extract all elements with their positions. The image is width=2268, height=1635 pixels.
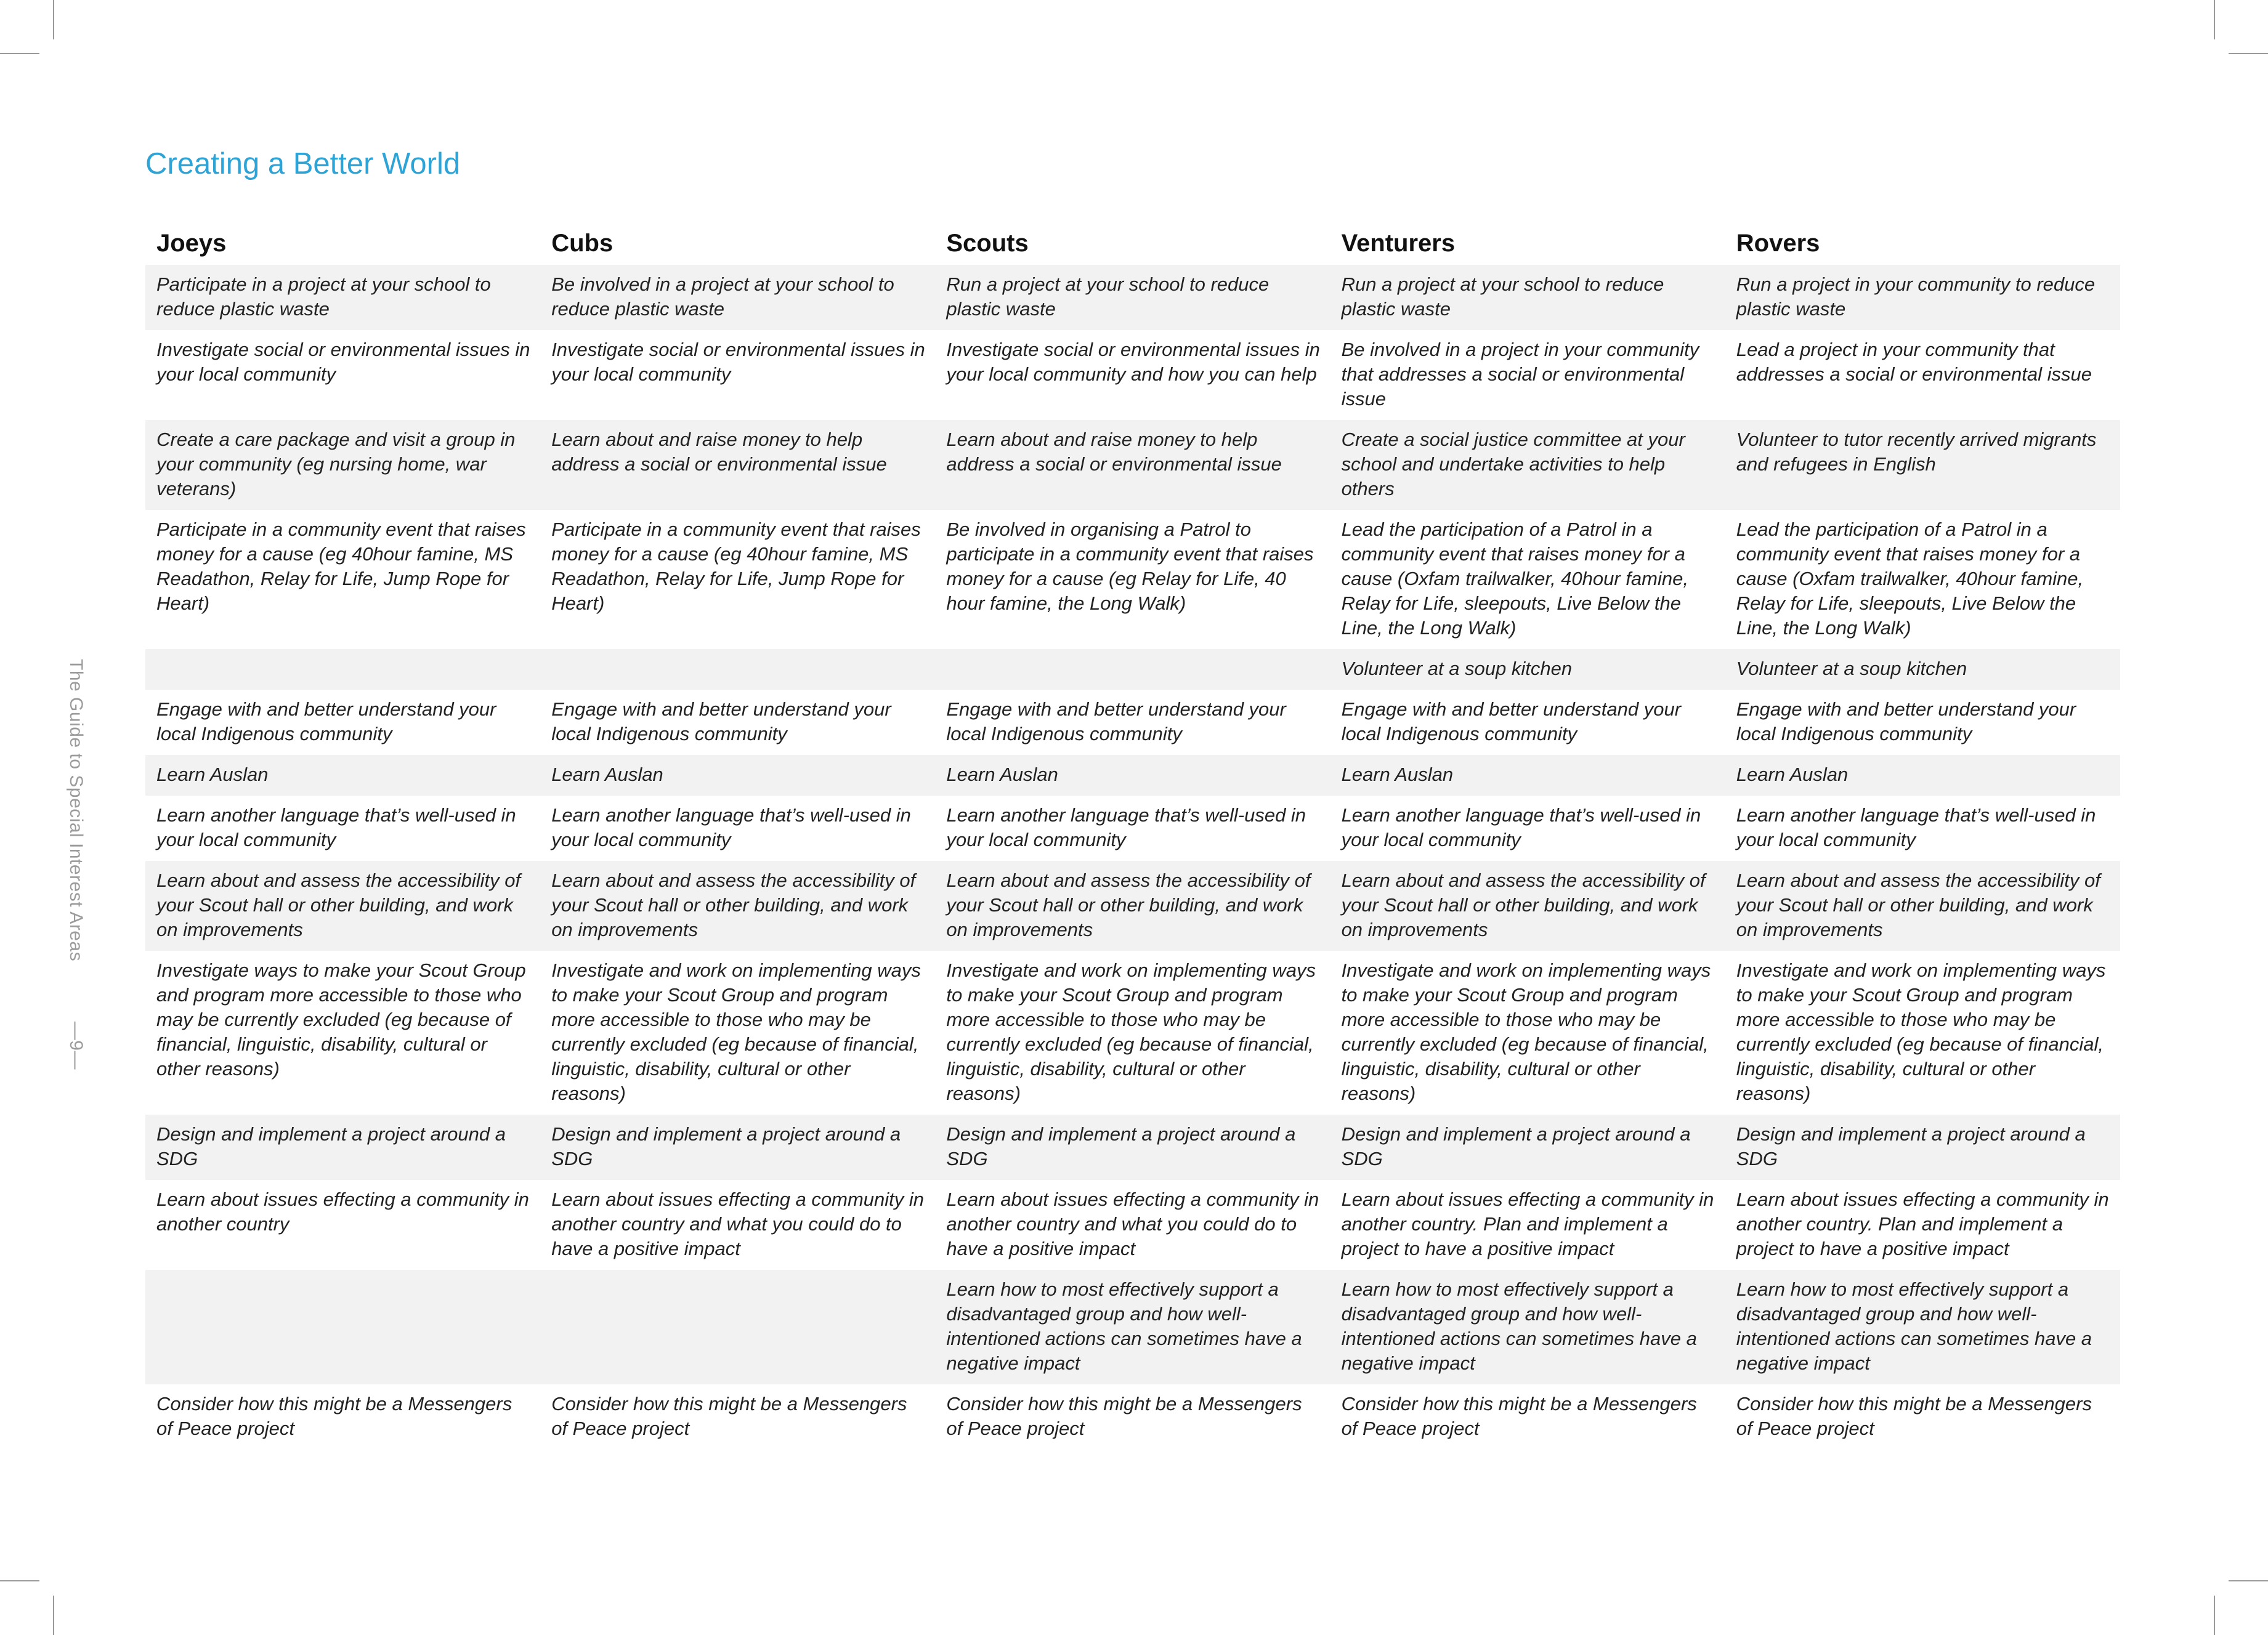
table-cell: Learn about issues effecting a community in another country. Plan and implement a project to have a positive impact [1341, 1189, 1714, 1259]
table-row [145, 1270, 2120, 1384]
table-row [145, 510, 2120, 649]
table-cell: Be involved in organising a Patrol to participate in a community event that raises money for a cause (eg Relay for Life, 40 hour famine, the Long Walk) [946, 519, 1314, 614]
table-row [145, 265, 2120, 330]
table-cell: Learn another language that’s well-used in your local community [156, 804, 516, 850]
table-cell: Learn about and assess the accessibility of your Scout hall or other building, and work on improvements [540, 861, 935, 951]
table-row [145, 1384, 2120, 1450]
table-cell: Engage with and better understand your local Indigenous community [1341, 698, 1682, 745]
table-cell [145, 1270, 540, 1384]
table-cell: Learn Auslan [1725, 755, 2120, 796]
table-cell: Participate in a community event that raises money for a cause (eg 40hour famine, MS Readathon, Relay for Life, Jump Rope for Heart) [551, 519, 921, 614]
table-body [145, 265, 2120, 1450]
table-cell: Learn about issues effecting a community in another country [156, 1189, 529, 1235]
table-cell: Investigate and work on implementing ways to make your Scout Group and program more accessible to those who may be currently excluded (eg because of financial, linguistic, disability, cultural or other reasons) [1341, 959, 1711, 1104]
table-row [145, 420, 2120, 510]
table-cell: Learn Auslan [1330, 755, 1725, 796]
table-cell: Design and implement a project around a SDG [935, 1115, 1330, 1180]
table-cell: Investigate and work on implementing ways to make your Scout Group and program more accessible to those who may be currently excluded (eg because of financial, linguistic, disability, cultural or other reasons) [1736, 959, 2106, 1104]
table-cell: Design and implement a project around a SDG [145, 1115, 540, 1180]
side-guide-title: The Guide to Special Interest Areas [66, 659, 86, 962]
table-cell: Learn Auslan [935, 755, 1330, 796]
column-header-joeys: Joeys [156, 230, 227, 257]
table-cell: Consider how this might be a Messengers of Peace project [1341, 1393, 1697, 1439]
table-cell [145, 649, 540, 690]
table-cell: Investigate and work on implementing ways to make your Scout Group and program more accessible to those who may be currently excluded (eg because of financial, linguistic, disability, cultural or other reasons) [946, 959, 1316, 1104]
column-header-cubs: Cubs [551, 230, 614, 257]
column-header-venturers: Venturers [1341, 230, 1456, 257]
table-cell: Run a project at your school to reduce plastic waste [935, 265, 1330, 330]
table-cell: Lead the participation of a Patrol in a community event that raises money for a cause (Oxfam trailwalker, 40hour famine, Relay for Life, sleepouts, Live Below the Line, the Long Walk) [1736, 519, 2084, 639]
table-cell: Lead the participation of a Patrol in a community event that raises money for a cause (Oxfam trailwalker, 40hour famine, Relay for Life, sleepouts, Live Below the Line, the Long Walk) [1341, 519, 1688, 639]
table-cell: Investigate ways to make your Scout Group and program more accessible to those who may be currently excluded (eg because of financial, linguistic, disability, cultural or other reasons) [156, 959, 526, 1080]
table-cell: Run a project in your community to reduce plastic waste [1725, 265, 2120, 330]
table-cell: Investigate social or environmental issues in your local community [551, 339, 925, 385]
table-cell: Participate in a community event that raises money for a cause (eg 40hour famine, MS Readathon, Relay for Life, Jump Rope for Heart) [156, 519, 526, 614]
table-cell: Participate in a project at your school to reduce plastic waste [145, 265, 540, 330]
table-cell: Learn about and assess the accessibility of your Scout hall or other building, and work on improvements [1330, 861, 1725, 951]
table-cell: Investigate social or environmental issues in your local community [156, 339, 530, 385]
crop-mark [53, 1596, 54, 1635]
table-cell: Engage with and better understand your local Indigenous community [946, 698, 1286, 745]
crop-mark [2229, 53, 2268, 54]
column-header-scouts: Scouts [946, 230, 1029, 257]
table-cell: Learn about and assess the accessibility of your Scout hall or other building, and work on improvements [1725, 861, 2120, 951]
table-row [145, 951, 2120, 1115]
table-cell: Volunteer at a soup kitchen [1330, 649, 1725, 690]
table-cell: Learn another language that’s well-used in your local community [946, 804, 1306, 850]
table-cell: Engage with and better understand your local Indigenous community [156, 698, 496, 745]
column-header-rovers: Rovers [1736, 230, 1820, 257]
table-row [145, 755, 2120, 796]
table-cell: Consider how this might be a Messengers of Peace project [1736, 1393, 2092, 1439]
table-cell: Learn how to most effectively support a disadvantaged group and how well-intentioned actions can sometimes have a negative impact [1330, 1270, 1725, 1384]
table-cell: Be involved in a project at your school to reduce plastic waste [540, 265, 935, 330]
table-cell: Engage with and better understand your local Indigenous community [1736, 698, 2076, 745]
table-cell: Create a care package and visit a group in your community (eg nursing home, war veterans) [145, 420, 540, 510]
table-row [145, 649, 2120, 690]
table-cell: Be involved in a project in your community that addresses a social or environmental issue [1341, 339, 1699, 410]
crop-mark [2214, 1596, 2215, 1635]
table-cell: Engage with and better understand your local Indigenous community [551, 698, 891, 745]
side-running-footer [65, 659, 86, 1070]
table-cell: Learn about and assess the accessibility of your Scout hall or other building, and work on improvements [145, 861, 540, 951]
crop-mark [53, 0, 54, 39]
table-cell: Design and implement a project around a SDG [540, 1115, 935, 1180]
table-cell: Learn how to most effectively support a disadvantaged group and how well-intentioned actions can sometimes have a negative impact [1725, 1270, 2120, 1384]
table-cell: Learn Auslan [540, 755, 935, 796]
crop-mark [2214, 0, 2215, 39]
table-cell: Learn about issues effecting a community in another country and what you could do to have a positive impact [551, 1189, 925, 1259]
table-cell: Design and implement a project around a SDG [1330, 1115, 1725, 1180]
table-cell: Design and implement a project around a SDG [1725, 1115, 2120, 1180]
table-cell: Investigate and work on implementing ways to make your Scout Group and program more accessible to those who may be currently excluded (eg because of financial, linguistic, disability, cultural or other reasons) [551, 959, 921, 1104]
table-cell: Learn about issues effecting a community in another country. Plan and implement a project to have a positive impact [1736, 1189, 2109, 1259]
table-cell: Learn about and assess the accessibility of your Scout hall or other building, and work on improvements [935, 861, 1330, 951]
table-header-row [145, 217, 2120, 265]
table-cell [540, 649, 935, 690]
table-cell: Learn about and raise money to help address a social or environmental issue [935, 420, 1330, 510]
table-cell: Learn another language that’s well-used in your local community [551, 804, 911, 850]
crop-mark [0, 53, 39, 54]
table-cell: Create a social justice committee at your school and undertake activities to help others [1330, 420, 1725, 510]
table-row [145, 861, 2120, 951]
table-row [145, 330, 2120, 420]
table-cell: Learn about issues effecting a community in another country and what you could do to have a positive impact [946, 1189, 1319, 1259]
activities-table [145, 217, 2120, 1450]
table-cell: Run a project at your school to reduce plastic waste [1330, 265, 1725, 330]
table-cell: Volunteer to tutor recently arrived migrants and refugees in English [1725, 420, 2120, 510]
table-cell: Learn Auslan [145, 755, 540, 796]
table-cell: Investigate social or environmental issues in your local community and how you can help [946, 339, 1320, 385]
table-cell [540, 1270, 935, 1384]
page-title: Creating a Better World [145, 147, 461, 180]
table-row [145, 796, 2120, 861]
table-row [145, 1115, 2120, 1180]
table-row [145, 1180, 2120, 1270]
crop-mark [2229, 1580, 2268, 1581]
table-cell: Learn another language that’s well-used in your local community [1736, 804, 2096, 850]
activities-table-container [145, 217, 2120, 1450]
table-cell: Volunteer at a soup kitchen [1725, 649, 2120, 690]
table-cell [935, 649, 1330, 690]
table-row [145, 690, 2120, 755]
table-cell: Learn another language that’s well-used in your local community [1341, 804, 1701, 850]
table-cell: Consider how this might be a Messengers of Peace project [551, 1393, 907, 1439]
crop-mark [0, 1580, 39, 1581]
table-cell: Consider how this might be a Messengers of Peace project [156, 1393, 512, 1439]
table-cell: Learn about and raise money to help address a social or environmental issue [540, 420, 935, 510]
table-cell: Consider how this might be a Messengers of Peace project [946, 1393, 1302, 1439]
table-cell: Learn how to most effectively support a disadvantaged group and how well-intentioned actions can sometimes have a negative impact [935, 1270, 1330, 1384]
table-cell: Lead a project in your community that addresses a social or environmental issue [1736, 339, 2092, 385]
page-number: —9— [66, 1021, 86, 1070]
